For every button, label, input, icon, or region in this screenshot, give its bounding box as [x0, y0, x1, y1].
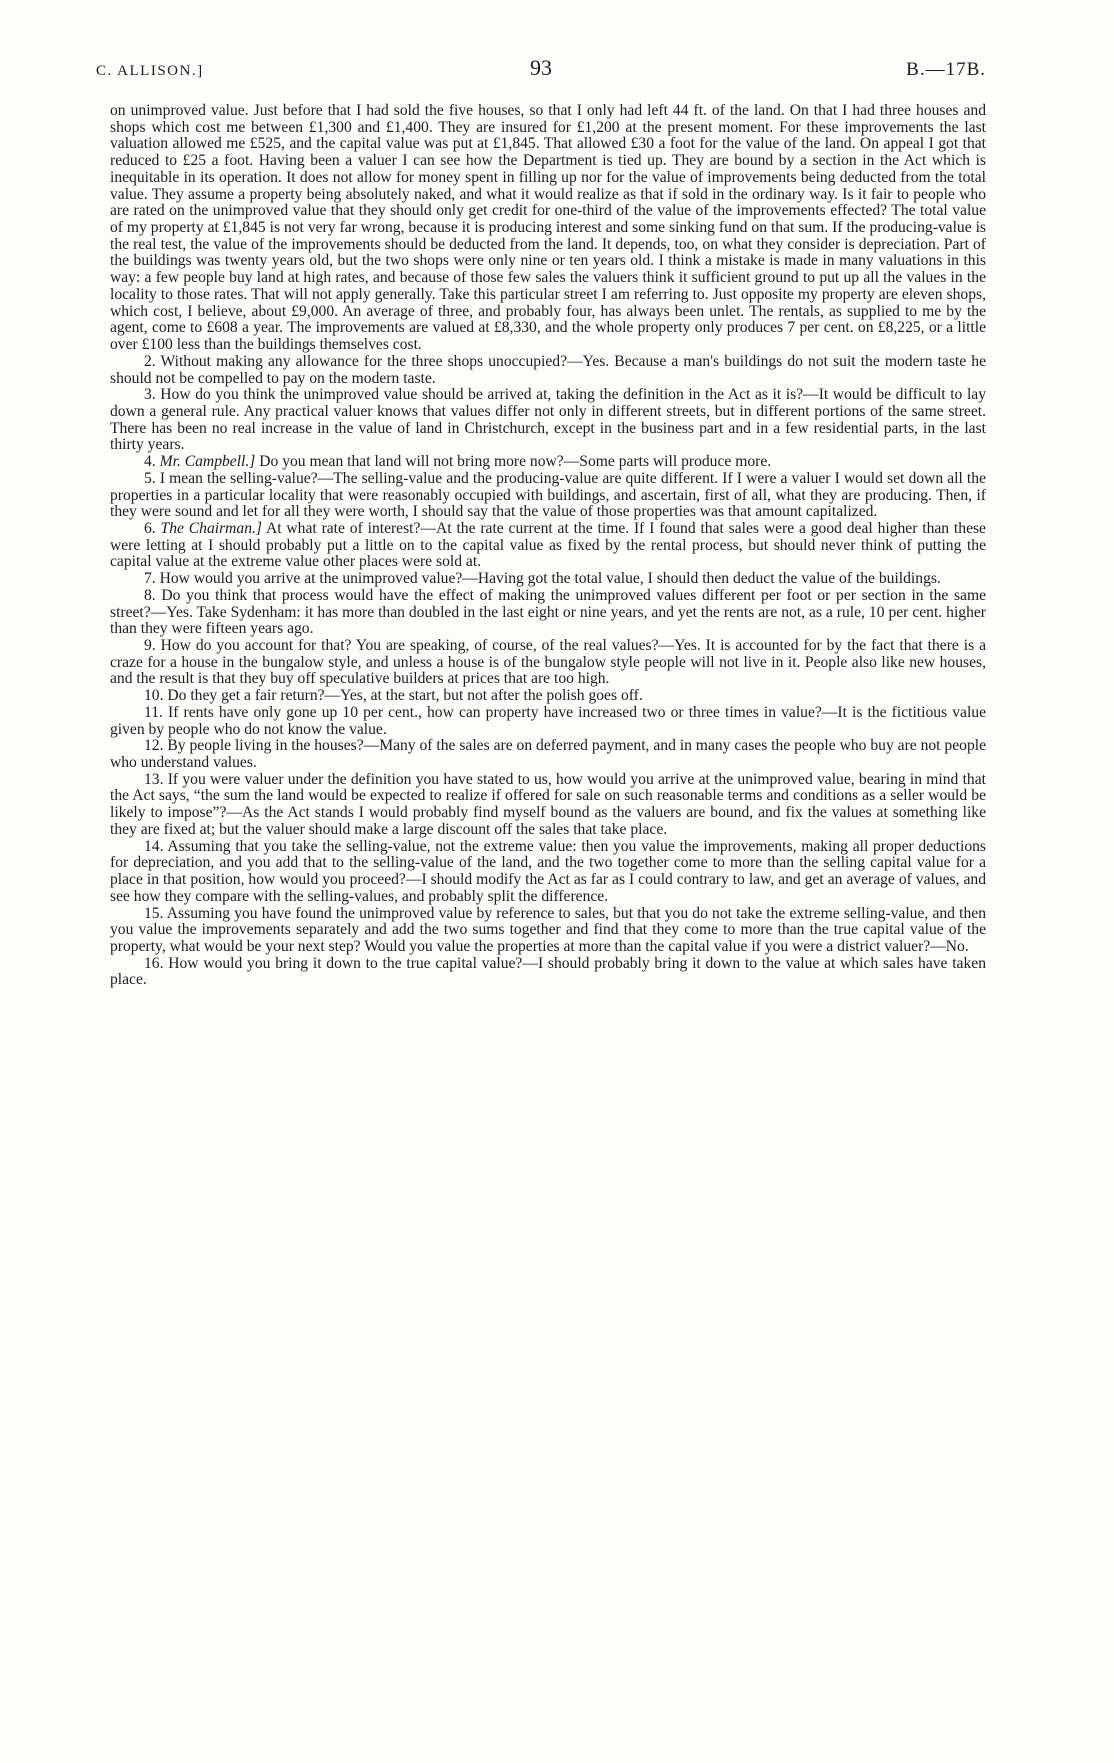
witness-name: C. ALLISON.] — [96, 63, 204, 79]
question-10: 10. Do they get a fair return?—Yes, at the start, but not after the polish goes off. — [144, 687, 643, 705]
question-11: 11. If rents have only gone up 10 per cent., how can property have increased two or three times in value?—It is the fictitious value given by people who do not know the value. — [110, 703, 986, 738]
speaker-label: The Chairman.] — [160, 519, 262, 537]
question-text: Do you mean that land will not bring more now?—Some parts will produce more. — [259, 453, 772, 471]
question-number: 6. — [144, 519, 156, 537]
question-8: 8. Do you think that process would have the effect of making the unimproved values different per foot or per section in the same street?—Yes. Take Sydenham: it has more than doubled in the last eight or nine years, and yet the rents are not, as a rule, 10 per cent. higher than they were fifteen years ago. — [110, 586, 986, 638]
speaker-label: Mr. Campbell.] — [159, 453, 256, 471]
question-2: 2. Without making any allowance for the three shops unoccupied?—Yes. Because a man's buildings do not suit the modern taste he should not be compelled to pay on the modern taste. — [110, 352, 986, 387]
question-12: 12. By people living in the houses?—Many of the sales are on deferred payment, and in many cases the people who buy are not people who understand values. — [110, 737, 986, 772]
question-4 — [110, 454, 986, 471]
question-9: 9. How do you account for that? You are speaking, of course, of the real values?—Yes. It is accounted for by the fact that there is a craze for a house in the bungalow style, and unless a house is of the bungalow style people will not live in it. People also like new houses, and the result is that they buy off speculative builders at prices that are too high. — [110, 637, 986, 688]
question-3: 3. How do you think the unimproved value should be arrived at, taking the definition in the Act as it is?—It would be difficult to lay down a general rule. Any practical valuer knows that values differ not only in different streets, but in different portions of the same street. There has been no real increase in the value of land in Christchurch, except in the business part and in a few residential parts, in the last thirty years. — [110, 386, 986, 454]
question-16: 16. How would you bring it down to the true capital value?—I should probably bring it down to the value at which sales have taken place. — [110, 954, 986, 989]
question-5: 5. I mean the selling-value?—The selling-value and the producing-value are quite different. If I were a valuer I would set down all the properties in a particular locality that were reasonably occupied with buildings, and ascertain, first of all, what they are producing. Then, if they were sound and let for all they were worth, I should say that the value of those properties was that amount capitalized. — [110, 469, 986, 521]
question-7: 7. How would you arrive at the unimproved value?—Having got the total value, I should then deduct the value of the buildings. — [144, 570, 941, 588]
question-number: 4. — [144, 453, 156, 471]
question-13: 13. If you were valuer under the definition you have stated to us, how would you arrive at the unimproved value, bearing in mind that the Act says, “the sum the land would be expected to realize if offered for sale on such reasonable terms and conditions as a seller would be likely to impose”?—As the Act stands I would probably find myself bound as the valuers are bound, and fix the values at something like they are fixed at; but the valuer should make a large discount off the sales that take place. — [110, 770, 986, 838]
page-header — [96, 55, 986, 85]
paragraph-continuation: on unimproved value. Just before that I had sold the five houses, so that I only had left 44 ft. of the land. On that I had three houses and shops which cost me between £1,300 and £1,400. They are insured for £1,200 at the present moment. For these improvements the last valuation allowed me £525, and the capital value was put at £1,845. That allowed £30 a foot for the value of the land. On appeal I got that reduced to £25 a foot. Having been a valuer I can see how the Department is tied up. They are bound by a section in the Act which is inequitable in its operation. It does not allow for money spent in filling up nor for the value of improvements being deducted from the total value. They assume a property being absolutely naked, and what it would realize as that if sold in the ordinary way. Is it fair to people who are rated on the unimproved value that they should only get credit for one-third of the value of the improvements effected? The total value of my property at £1,845 is not very far wrong, because it is producing interest and some sinking fund on that sum. If the producing-value is the real test, the value of the improvements should be deducted from the land. It depends, too, on what they consider is depreciation. Part of the buildings was twenty years old, but the two shops were only nine or ten years old. I think a mistake is made in many valuations in this way: a few people buy land at high rates, and because of those few sales the valuers think it sufficient ground to put up all the values in the locality to those rates. That will not apply generally. Take this particular street I am referring to. Just opposite my property are eleven shops, which cost, I believe, about £9,000. An average of three, and probably four, has always been unlet. The rentals, as supplied to me by the agent, come to £608 a year. The improvements are valued at £8,330, and the whole property only produces 7 per cent. on £8,225, or a little over £100 less than the buildings themselves cost. — [110, 102, 986, 354]
question-14: 14. Assuming that you take the selling-value, not the extreme value: then you value the improvements, making all proper deductions for depreciation, and you add that to the selling-value of the land, and the two together come to more than the selling capital value for a place in that position, how would you proceed?—I should modify the Act as far as I could contrary to law, and get an average of values, and see how they compare with the selling-values, and probably split the difference. — [110, 837, 986, 905]
question-6 — [110, 521, 986, 571]
page-number: 93 — [530, 55, 552, 80]
question-text: At what rate of interest?—At the rate current at the time. If I found that sales were a good deal higher than these were letting at I should probably put a little on to the capital value as fixed by the rental process, but should never think of putting the capital value at the extreme value other places were sold at. — [110, 519, 986, 571]
evidence-body — [110, 103, 986, 989]
paper-reference: B.—17B. — [906, 59, 986, 80]
question-15: 15. Assuming you have found the unimproved value by reference to sales, but that you do not take the extreme selling-value, and then you value the improvements separately and add the two sums together and find that they come to more than the true capital value of the property, what would be your next step? Would you value the properties at more than the capital value if you were a district valuer?—No. — [110, 904, 986, 955]
